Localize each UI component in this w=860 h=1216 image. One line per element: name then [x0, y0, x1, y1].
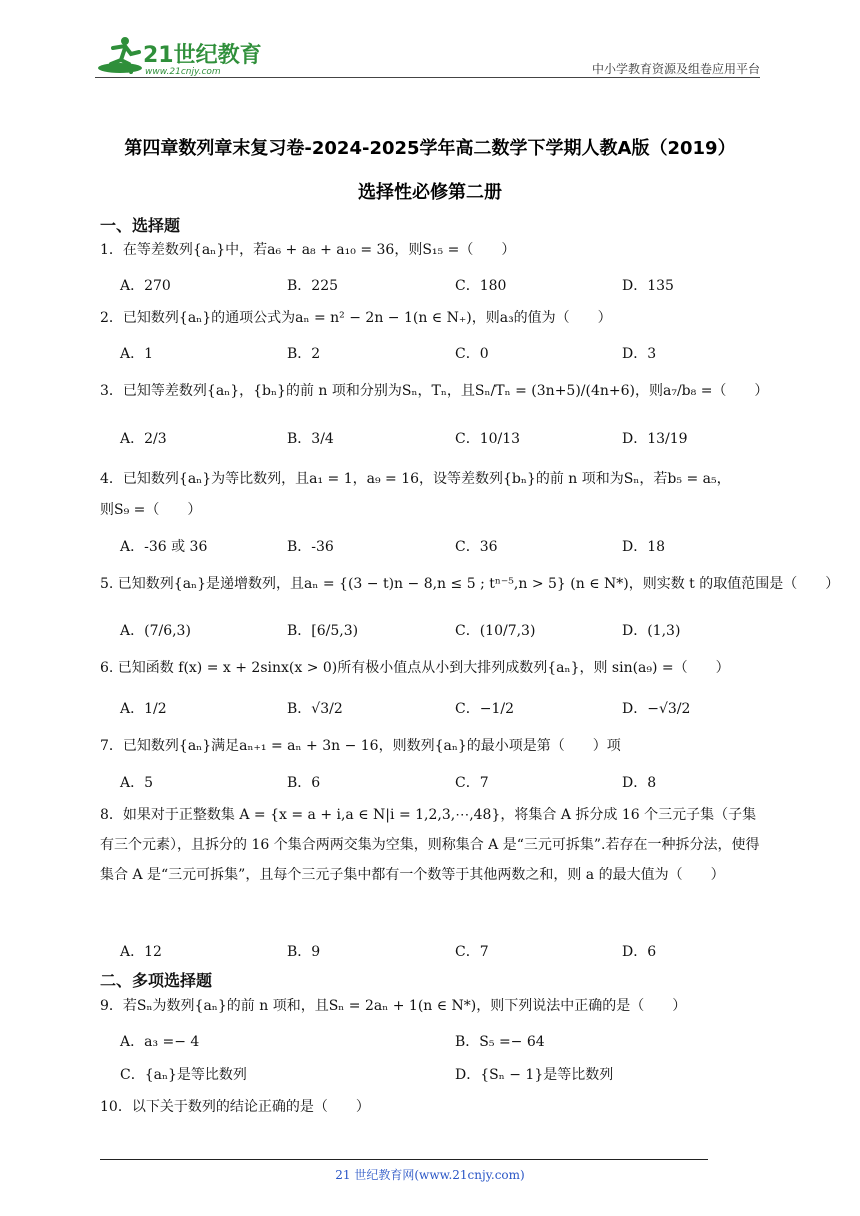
question-5: 5. 已知数列{aₙ}是递增数列，且aₙ = {(3 − t)n − 8,n ≤ 5 ; tⁿ⁻⁵,n > 5} (n ∈ N*)，则实数 t 的取值范围是（ ） — [100, 576, 840, 592]
q2-option-c: C．0 — [455, 346, 489, 362]
footer-source[interactable]: 21 世纪教育网(www.21cnjy.com) — [335, 1168, 525, 1182]
q5-option-d: D．(1,3) — [622, 623, 681, 639]
q2-option-b: B．2 — [287, 346, 321, 362]
q7-option-b: B．6 — [287, 775, 321, 791]
question-1: 1．在等差数列{aₙ}中，若a₆ + a₈ + a₁₀ = 36，则S₁₅ =（ ） — [100, 242, 516, 258]
page-title-line2: 选择性必修第二册 — [358, 182, 502, 203]
section-choice: 一、选择题 — [100, 216, 181, 235]
q3-option-c: C．10/13 — [455, 431, 521, 447]
q2-option-a: A．1 — [120, 346, 154, 362]
logo-text: 21世纪教育 — [143, 43, 262, 68]
question-9: 9．若Sₙ为数列{aₙ}的前 n 项和，且Sₙ = 2aₙ + 1(n ∈ N*)，则下列说法中正确的是（ ） — [100, 998, 687, 1014]
q8-option-b: B．9 — [287, 944, 321, 960]
q6-option-d: D．−√3/2 — [622, 701, 691, 717]
question-6: 6. 已知函数 f(x) = x + 2sinx(x > 0)所有极小值点从小到大排列成数列{aₙ}，则 sin(a₉) =（ ） — [100, 660, 730, 676]
question-8: 8．如果对于正整数集 A = {x = a + i,a ∈ N|i = 1,2,3,⋯,48}，将集合 A 拆分成 16 个三元子集（子集有三个元素），且拆分的 16 个集合两两交集为空集，则称集合 A 是“三元可拆集”.若存在一种拆分法，使得集合 A 是“三元可拆集”，且每个三元子集中都有一个数等于其他两数之和，则 a 的最大值为（ ） — [100, 807, 760, 883]
q7-option-a: A．5 — [120, 775, 154, 791]
page-header — [95, 30, 760, 80]
logo-url: www.21cnjy.com — [145, 67, 221, 77]
q4-option-c: C．36 — [455, 539, 498, 555]
platform-name: 中小学教育资源及组卷应用平台 — [591, 62, 760, 76]
q5-option-c: C．(10/7,3) — [455, 623, 536, 639]
question-2: 2．已知数列{aₙ}的通项公式为aₙ = n² − 2n − 1(n ∈ N₊)，则a₃的值为（ ） — [100, 310, 612, 326]
question-4-line2: 则S₉ =（ ） — [100, 502, 202, 518]
q1-option-d: D．135 — [622, 278, 674, 294]
q7-option-d: D．8 — [622, 775, 657, 791]
q9-option-a: A．a₃ =− 4 — [120, 1034, 200, 1050]
section-multi-choice: 二、多项选择题 — [100, 971, 213, 990]
q8-option-a: A．12 — [120, 944, 162, 960]
logo-icon — [95, 34, 270, 78]
q1-option-b: B．225 — [287, 278, 339, 294]
question-3: 3．已知等差数列{aₙ}，{bₙ}的前 n 项和分别为Sₙ，Tₙ，且Sₙ/Tₙ = (3n+5)/(4n+6)，则a₇/b₈ =（ ） — [100, 383, 769, 399]
q4-option-b: B．-36 — [287, 539, 334, 555]
q6-option-a: A．1/2 — [120, 701, 167, 717]
question-10: 10．以下关于数列的结论正确的是（ ） — [100, 1099, 370, 1115]
q3-option-a: A．2/3 — [120, 431, 167, 447]
q5-option-b: B．[6/5,3) — [287, 623, 359, 639]
q1-option-c: C．180 — [455, 278, 507, 294]
q6-option-b: B．√3/2 — [287, 701, 343, 717]
header-divider — [95, 77, 760, 78]
page-title-line1: 第四章数列章末复习卷-2024-2025学年高二数学下学期人教A版（2019） — [124, 138, 736, 159]
q3-option-d: D．13/19 — [622, 431, 688, 447]
q8-option-d: D．6 — [622, 944, 657, 960]
q9-option-d: D．{Sₙ − 1}是等比数列 — [455, 1067, 614, 1083]
question-4-line1: 4．已知数列{aₙ}为等比数列，且a₁ = 1，a₉ = 16，设等差数列{bₙ}的前 n 项和为Sₙ，若b₅ = a₅， — [100, 471, 731, 487]
q4-option-a: A．-36 或 36 — [120, 539, 208, 555]
question-7: 7．已知数列{aₙ}满足aₙ₊₁ = aₙ + 3n − 16，则数列{aₙ}的最小项是第（ ）项 — [100, 738, 621, 754]
q3-option-b: B．3/4 — [287, 431, 334, 447]
footer-divider — [100, 1159, 708, 1160]
q9-option-c: C．{aₙ}是等比数列 — [120, 1067, 247, 1083]
q5-option-a: A．(7/6,3) — [120, 623, 191, 639]
q4-option-d: D．18 — [622, 539, 666, 555]
q1-option-a: A．270 — [120, 278, 171, 294]
q6-option-c: C．−1/2 — [455, 701, 514, 717]
q9-option-b: B．S₅ =− 64 — [455, 1034, 545, 1050]
q8-option-c: C．7 — [455, 944, 489, 960]
q2-option-d: D．3 — [622, 346, 657, 362]
q7-option-c: C．7 — [455, 775, 489, 791]
